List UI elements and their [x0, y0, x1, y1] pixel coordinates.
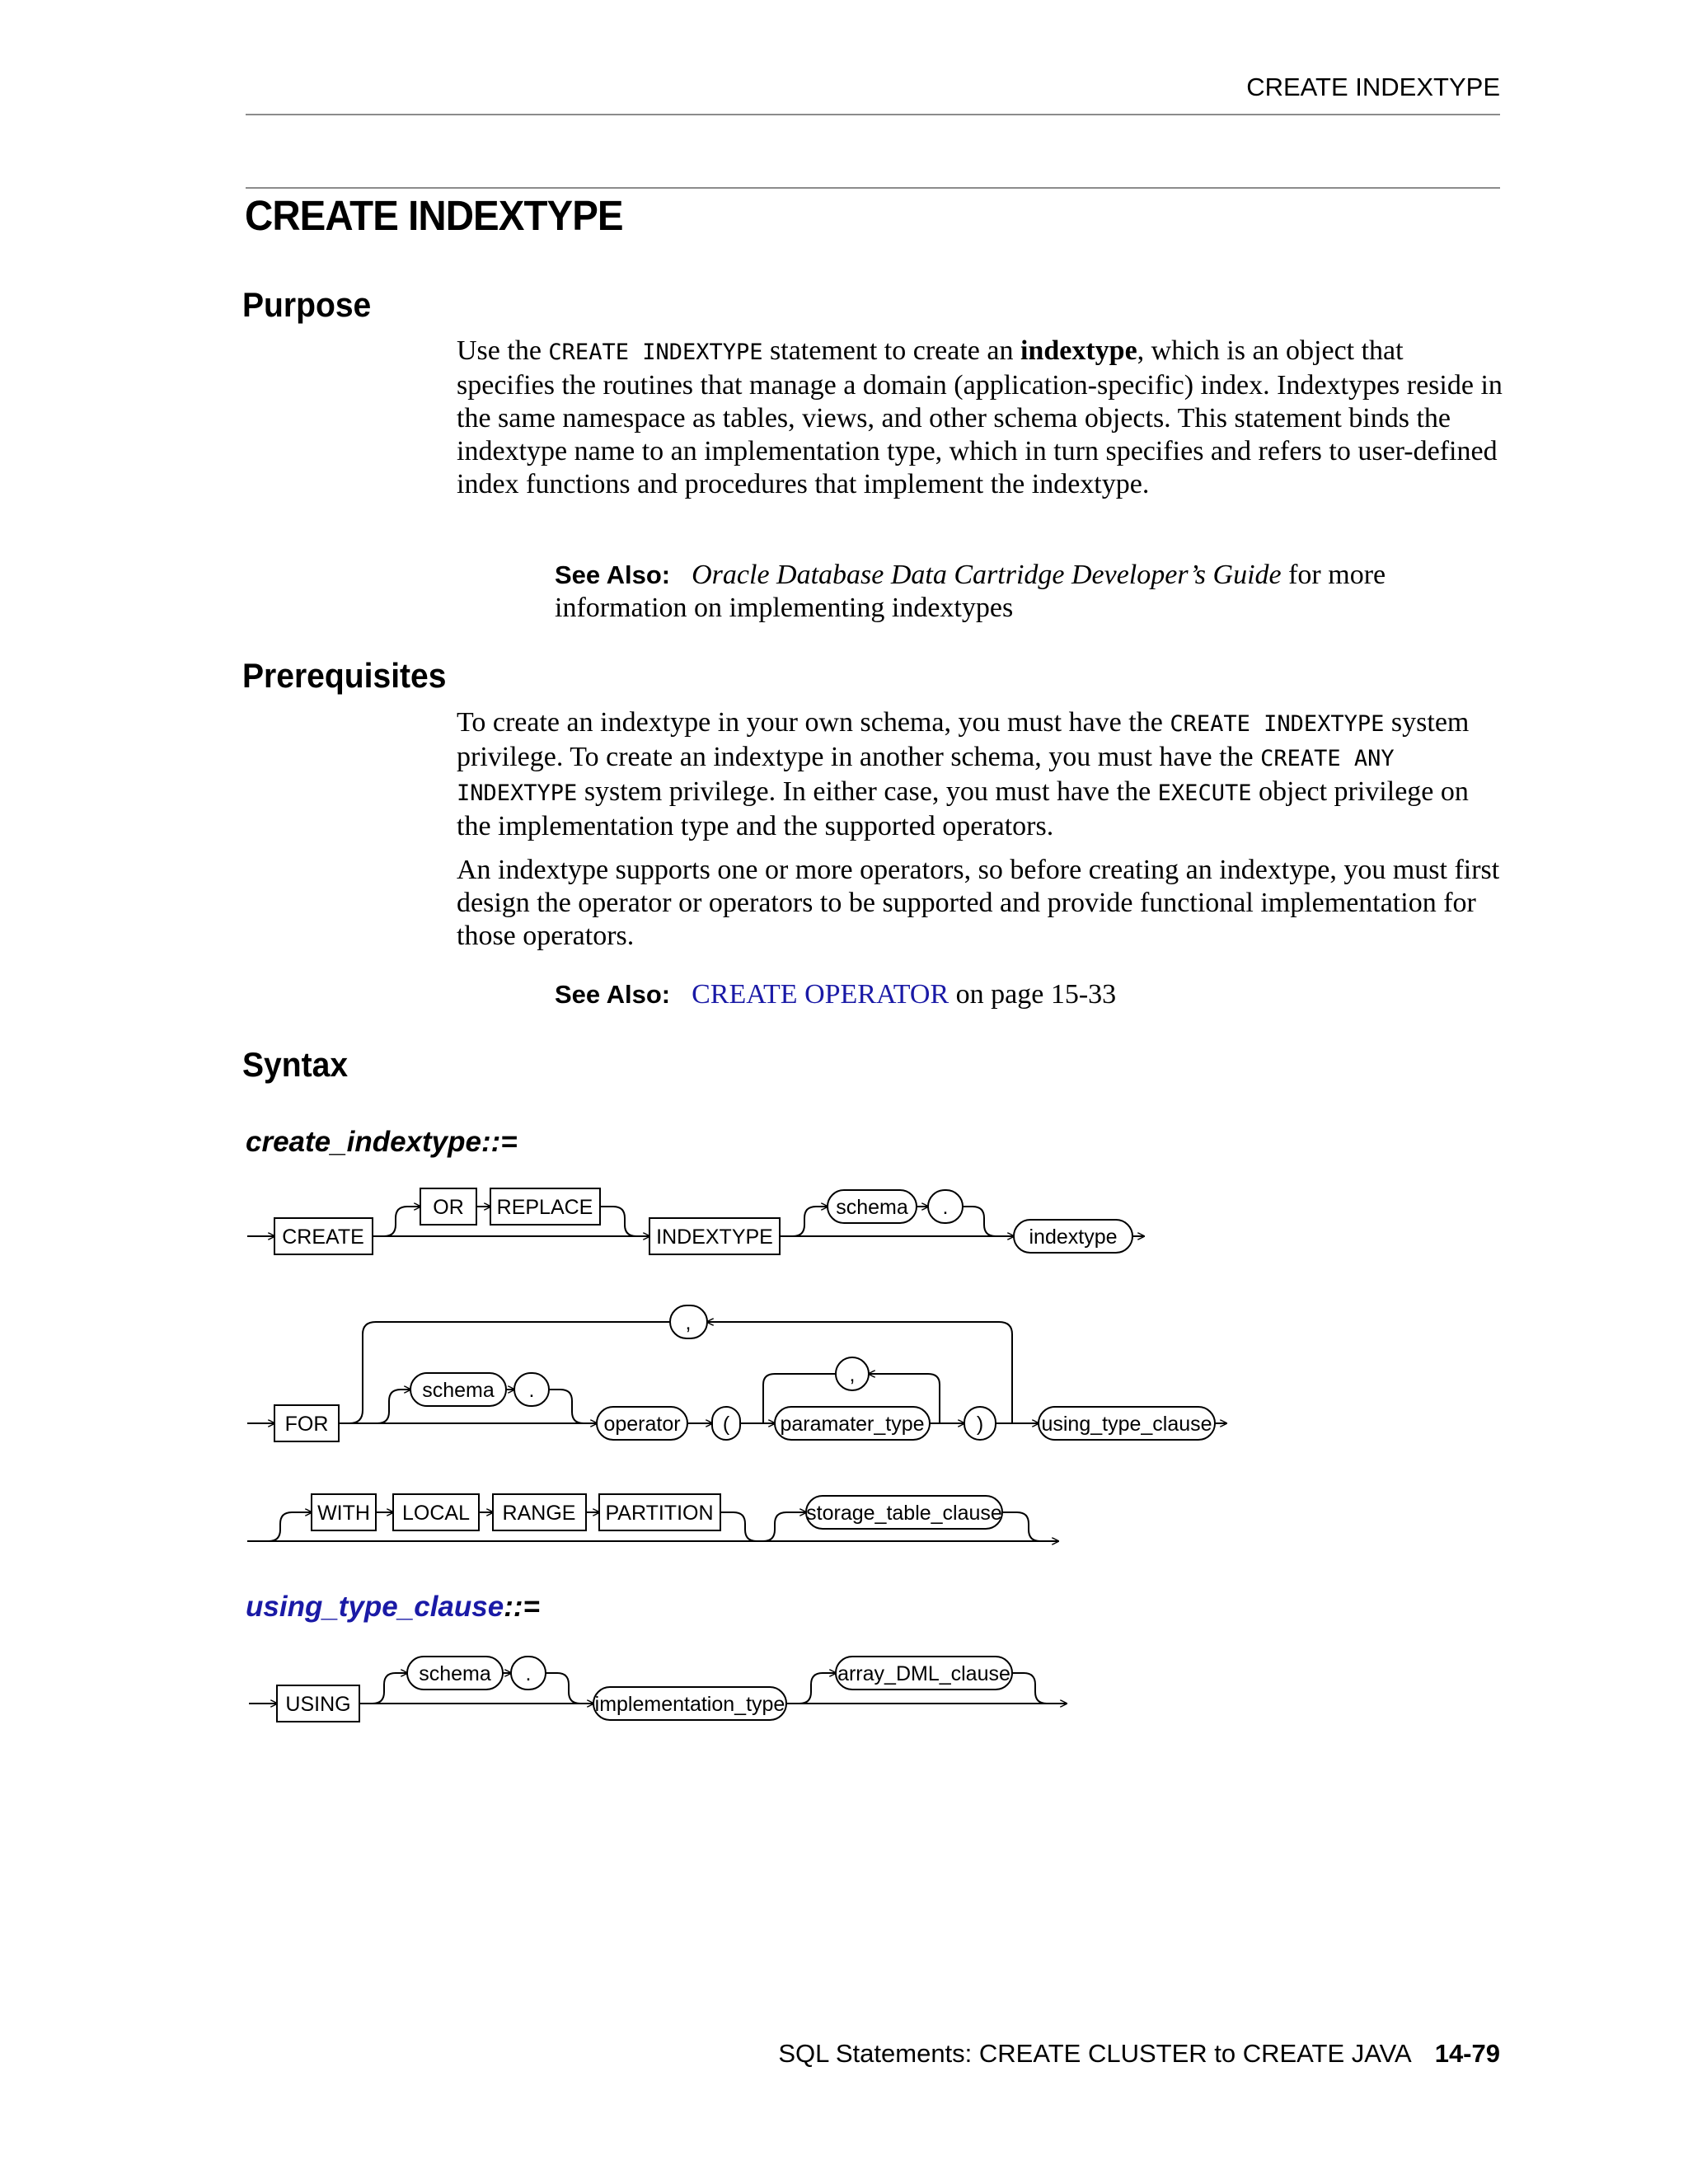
svg-text:FOR: FOR [284, 1413, 329, 1436]
svg-text:WITH: WITH [317, 1502, 370, 1525]
svg-text:.: . [525, 1662, 532, 1685]
node-with-keyword [312, 1494, 376, 1530]
svg-text:RANGE: RANGE [502, 1502, 576, 1525]
node-using-keyword [277, 1685, 359, 1722]
svg-text:array_DML_clause: array_DML_clause [837, 1662, 1010, 1685]
node-lparen [712, 1407, 740, 1440]
prerequisites-heading: Prerequisites [242, 656, 447, 695]
node-implementation-type [593, 1687, 786, 1720]
create-operator-link[interactable]: CREATE OPERATOR [692, 979, 950, 1010]
node-operator [597, 1407, 687, 1440]
node-for-keyword [274, 1405, 339, 1441]
purpose-paragraph: Use the CREATE INDEXTYPE statement to create an indextype, which is an object that specifies the routines that manage a domain (application-specific) index. Indextypes reside in the same namespace as tables, views, and other schema objects. This statement binds the indextype name to an implementation type, which in turn specifies and refers to user-defined index functions and procedures that implement the indextype. [457, 335, 1503, 499]
node-range-keyword [493, 1494, 586, 1530]
node-dot-3 [511, 1657, 546, 1690]
svg-text:indextype: indextype [1029, 1226, 1118, 1249]
inline-code: CREATE INDEXTYPE [1170, 711, 1385, 737]
footer-title: SQL Statements: CREATE CLUSTER to CREATE JAVA [778, 2039, 1412, 2068]
svg-text:REPLACE: REPLACE [496, 1196, 593, 1219]
svg-text:.: . [942, 1196, 949, 1219]
node-or-keyword [420, 1188, 476, 1225]
node-array-dml-clause [836, 1657, 1012, 1690]
prerequisites-see-also: See Also: CREATE OPERATOR on page 15-33 [555, 979, 1117, 1010]
inline-code: CREATE ANY INDEXTYPE [457, 746, 1395, 806]
prerequisites-paragraph-1: To create an indextype in your own schema, you must have the CREATE INDEXTYPE system privilege. To create an indextype in another schema, you must have the CREATE ANY INDEXTYPE system privilege. In either case, you must have the EXECUTE object privilege on the implementation type and the supported operators. [457, 707, 1470, 841]
purpose-see-also: See Also: Oracle Database Data Cartridge Developer’s Guide for more information on implementing indextypes [555, 560, 1386, 623]
node-using-type-clause [1039, 1407, 1215, 1440]
node-schema-3 [407, 1657, 503, 1690]
page-title: CREATE INDEXTYPE [245, 192, 623, 239]
inline-code: EXECUTE [1157, 780, 1252, 806]
node-storage-table-clause [806, 1496, 1002, 1529]
svg-text:USING: USING [285, 1693, 351, 1716]
node-partition-keyword [599, 1494, 720, 1530]
node-dot-2 [514, 1373, 549, 1406]
node-local-keyword [393, 1494, 479, 1530]
svg-text:PARTITION: PARTITION [605, 1502, 714, 1525]
node-paramater-type [775, 1407, 930, 1440]
book-title: Oracle Database Data Cartridge Developer’s Guide [692, 560, 1282, 590]
syntax-heading: Syntax [242, 1045, 349, 1084]
svg-text:schema: schema [836, 1196, 908, 1219]
svg-text:using_type_clause: using_type_clause [1041, 1413, 1212, 1436]
rule-name-create-indextype: create_indextype::= [246, 1126, 518, 1158]
node-indextype-keyword [649, 1218, 780, 1254]
svg-text:schema: schema [422, 1379, 495, 1402]
node-replace-keyword [490, 1188, 600, 1225]
node-schema-2 [410, 1373, 506, 1406]
running-header: CREATE INDEXTYPE [1246, 73, 1500, 101]
svg-text:CREATE: CREATE [282, 1226, 364, 1249]
svg-text:LOCAL: LOCAL [402, 1502, 470, 1525]
node-schema [828, 1190, 917, 1223]
see-also-label: See Also: [555, 980, 671, 1009]
svg-text:OR: OR [433, 1196, 464, 1219]
node-rparen [964, 1407, 996, 1440]
page-footer [778, 2039, 1500, 2069]
inline-code: CREATE INDEXTYPE [548, 340, 763, 365]
svg-text:INDEXTYPE: INDEXTYPE [656, 1226, 773, 1249]
svg-text:,: , [685, 1311, 692, 1334]
purpose-heading: Purpose [242, 285, 372, 324]
prerequisites-paragraph-2: An indextype supports one or more operators, so before creating an indextype, you must first design the operator or operators to be supported and provide functional implementation for those operators. [457, 855, 1500, 951]
svg-text:implementation_type: implementation_type [594, 1693, 785, 1716]
svg-text:operator: operator [603, 1413, 681, 1436]
rule-name-using-type-clause[interactable]: using_type_clause::= [246, 1591, 540, 1623]
svg-text:paramater_type: paramater_type [780, 1413, 925, 1436]
svg-text:): ) [976, 1413, 984, 1436]
node-comma-outer [670, 1305, 707, 1338]
term-bold: indextype [1020, 335, 1137, 366]
node-indextype [1014, 1220, 1132, 1253]
svg-text:schema: schema [419, 1662, 491, 1685]
svg-text:,: , [849, 1363, 856, 1386]
node-dot [928, 1190, 963, 1223]
page-number: 14-79 [1434, 2039, 1500, 2068]
node-create-keyword [274, 1218, 373, 1254]
svg-text:storage_table_clause: storage_table_clause [806, 1502, 1002, 1525]
svg-text:.: . [528, 1379, 535, 1402]
see-also-label: See Also: [555, 560, 671, 589]
svg-text:(: ( [722, 1413, 730, 1436]
node-comma-inner [836, 1357, 869, 1390]
